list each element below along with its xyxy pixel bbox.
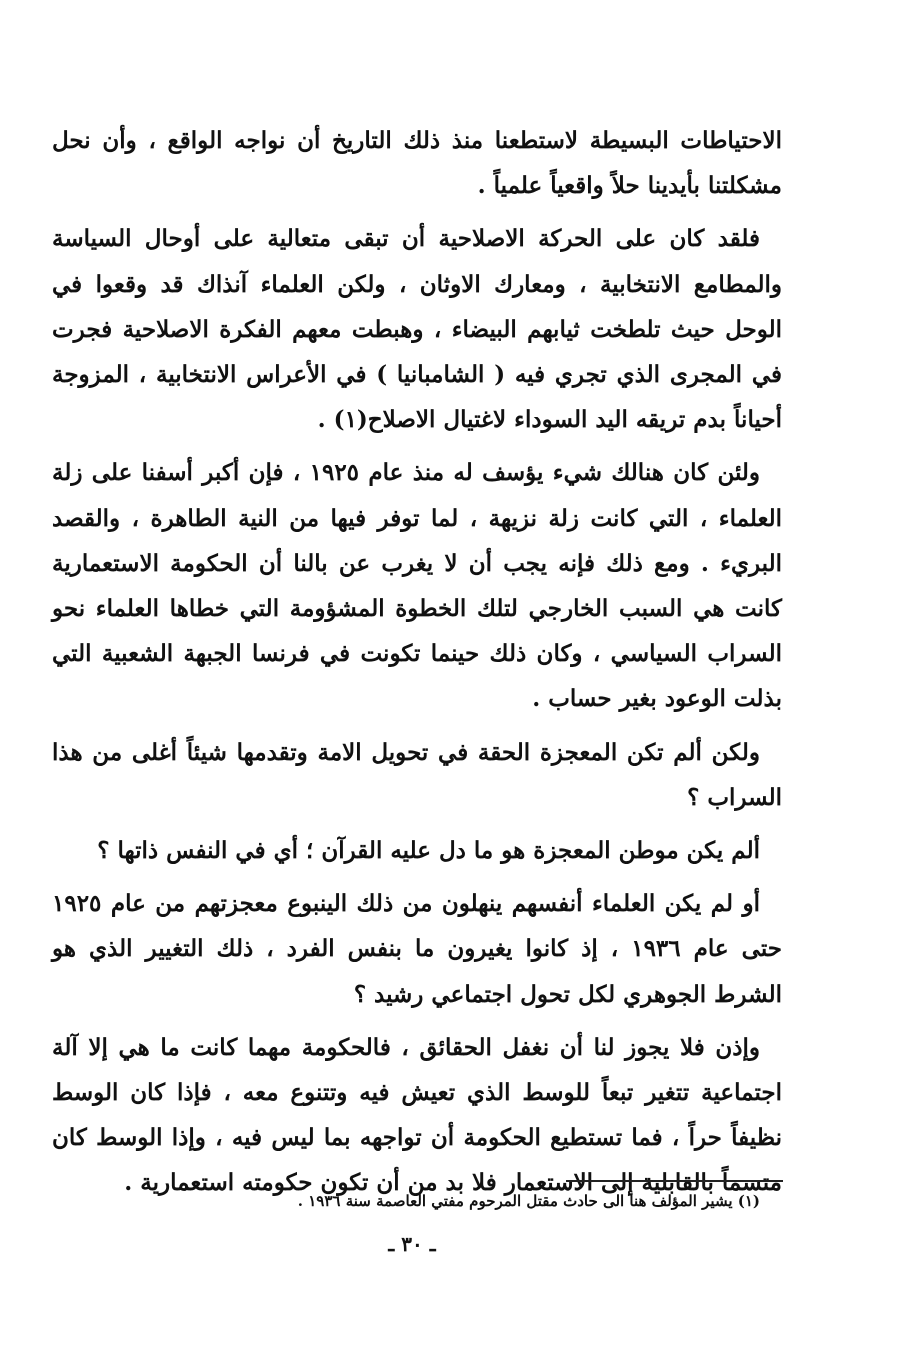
- paragraph-2: فلقد كان على الحركة الاصلاحية أن تبقى متعالية على أوحال السياسة والمطامع الانتخابية ، ومعارك الاوثان ، ولكن العلماء آنذاك قد وقعوا في الوحل حيث تلطخت ثيابهم البيضاء ، وهبطت معهم الفكرة الاصلاحية فجرت في المجرى الذي تجري فيه ( الشامبانيا ) في الأعراس الانتخابية ، المزوجة أحياناً بدم تريقه اليد السوداء لاغتيال الاصلاح(١) .: [52, 225, 782, 434]
- paragraph-3: ولئن كان هنالك شيء يؤسف له منذ عام ١٩٢٥ ، فإن أكبر أسفنا على زلة العلماء ، التي كانت زلة نزيهة ، لما توفر فيها من النية الطاهرة ، والقصد البريء . ومع ذلك فإنه يجب أن لا يغرب عن بالنا أن الحكومة الاستعمارية كانت هي السبب الخارجي لتلك الخطوة المشؤومة التي خطاها العلماء نحو السراب السياسي ، وكان ذلك حينما تكونت في فرنسا الجبهة الشعبية التي بذلت الوعود بغير حساب .: [52, 459, 782, 713]
- footnote: (١) يشير المؤلف هنا الى حادث مقتل المرحوم مفتي العاصمة سنة ١٩٣٦ .: [297, 1192, 760, 1210]
- page-number: ـ ٣٠ ـ: [388, 1232, 436, 1256]
- page-body: [52, 118, 782, 1214]
- paragraph-4: ولكن ألم تكن المعجزة الحقة في تحويل الامة وتقدمها شيئاً أغلى من هذا السراب ؟: [52, 738, 782, 811]
- paragraph-1: الاحتياطات البسيطة لاستطعنا منذ ذلك التاريخ أن نواجه الواقع ، وأن نحل مشكلتنا بأيدينا حلاً واقعياً علمياً .: [52, 127, 782, 200]
- footnote-divider: [566, 1180, 783, 1182]
- paragraph-6: أو لم يكن العلماء أنفسهم ينهلون من ذلك الينبوع معجزتهم من عام ١٩٢٥ حتى عام ١٩٣٦ ، إذ كانوا يغيرون ما بنفس الفرد ، ذلك التغيير الذي هو الشرط الجوهري لكل تحول اجتماعي رشيد ؟: [52, 890, 782, 1008]
- paragraph-7: وإذن فلا يجوز لنا أن نغفل الحقائق ، فالحكومة مهما كانت ما هي إلا آلة اجتماعية تتغير تبعاً للوسط الذي تعيش فيه وتتنوع معه ، فإذا كان الوسط نظيفاً حراً ، فما تستطيع الحكومة أن تواجهه بما ليس فيه ، وإذا الوسط كان متسماً بالقابلية إلى الاستعمار فلا بد من أن تكون حكومته استعمارية .: [52, 1033, 782, 1197]
- paragraph-5: ألم يكن موطن المعجزة هو ما دل عليه القرآن ؛ أي في النفس ذاتها ؟: [97, 837, 760, 865]
